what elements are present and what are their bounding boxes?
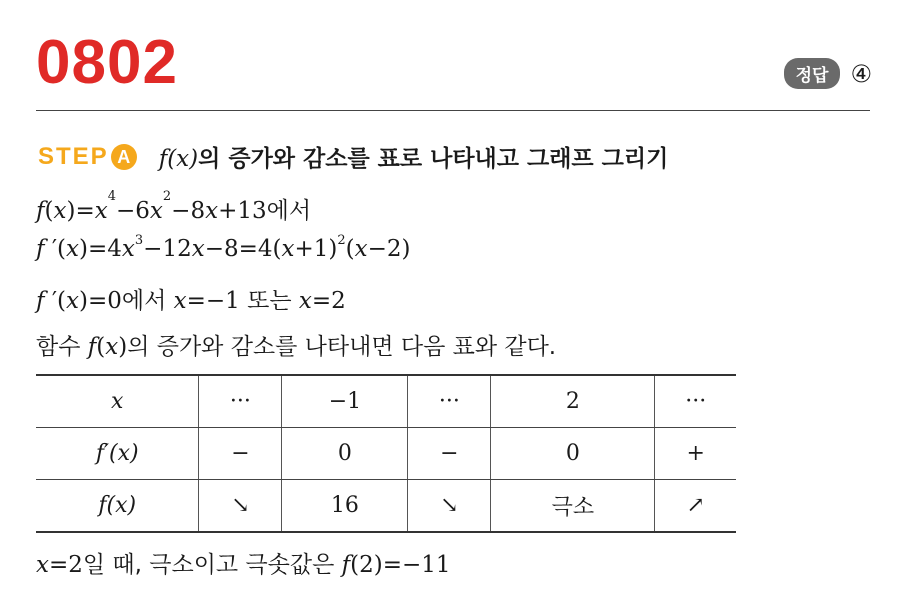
table-cell: 0 — [491, 428, 655, 480]
table-cell: ↘ — [408, 480, 491, 533]
solution-line-5: x=2일 때, 극소이고 극솟값은 f(2)=−11 — [36, 552, 451, 578]
line4-text-b: 의 증가와 감소를 나타내면 다음 표와 같다. — [127, 334, 557, 360]
table-cell: 극소 — [491, 480, 655, 533]
step-title — [159, 140, 669, 173]
line3-text: 에서 — [121, 288, 167, 314]
table-cell: ··· — [655, 375, 736, 428]
table-cell: ··· — [408, 375, 491, 428]
table-cell: 16 — [282, 480, 408, 533]
solution-line-3: f ′(x)=0에서 x=−1 또는 x=2 — [36, 288, 346, 314]
table-row — [36, 480, 736, 533]
line1-text: 에서 — [266, 198, 312, 224]
step-title-math: f(x) — [158, 146, 199, 172]
table-row — [36, 375, 736, 428]
line3-or: 또는 — [247, 288, 292, 314]
table-cell: + — [655, 428, 736, 480]
table-cell: f(x) — [36, 480, 199, 533]
table-cell: x — [36, 375, 199, 428]
increase-decrease-table — [36, 374, 736, 533]
table-cell: 0 — [282, 428, 408, 480]
answer-area — [784, 58, 872, 89]
table-cell: − — [199, 428, 282, 480]
solution-line-1: $f(x)=x^4-6x^2-8x+13$에서 — [36, 189, 312, 224]
table-cell: f′(x) — [36, 428, 199, 480]
table-cell: ↘ — [199, 480, 282, 533]
solution-line-2: f $'(x)=4x^3-12x-8=4(x+1)^2(x-2)$ — [36, 233, 411, 262]
table-cell: ↗ — [655, 480, 736, 533]
table-row — [36, 428, 736, 480]
solution-line-4: 함수 f(x)의 증가와 감소를 나타내면 다음 표와 같다. — [36, 334, 557, 360]
step-heading — [38, 140, 668, 173]
answer-value: ④ — [850, 59, 872, 88]
table-cell: − — [408, 428, 491, 480]
table-cell: ··· — [199, 375, 282, 428]
answer-badge: 정답 — [784, 58, 841, 89]
header-divider — [36, 110, 870, 111]
table-cell: −1 — [282, 375, 408, 428]
step-letter-badge: A — [111, 144, 137, 170]
step-title-text: 의 증가와 감소를 표로 나타내고 그래프 그리기 — [198, 146, 669, 172]
line5-text: 일 때, 극소이고 극솟값은 — [82, 552, 335, 578]
line4-text-a: 함수 — [36, 334, 81, 360]
problem-number: 0802 — [36, 28, 178, 97]
table-cell: 2 — [491, 375, 655, 428]
step-label: STEP — [38, 142, 109, 170]
